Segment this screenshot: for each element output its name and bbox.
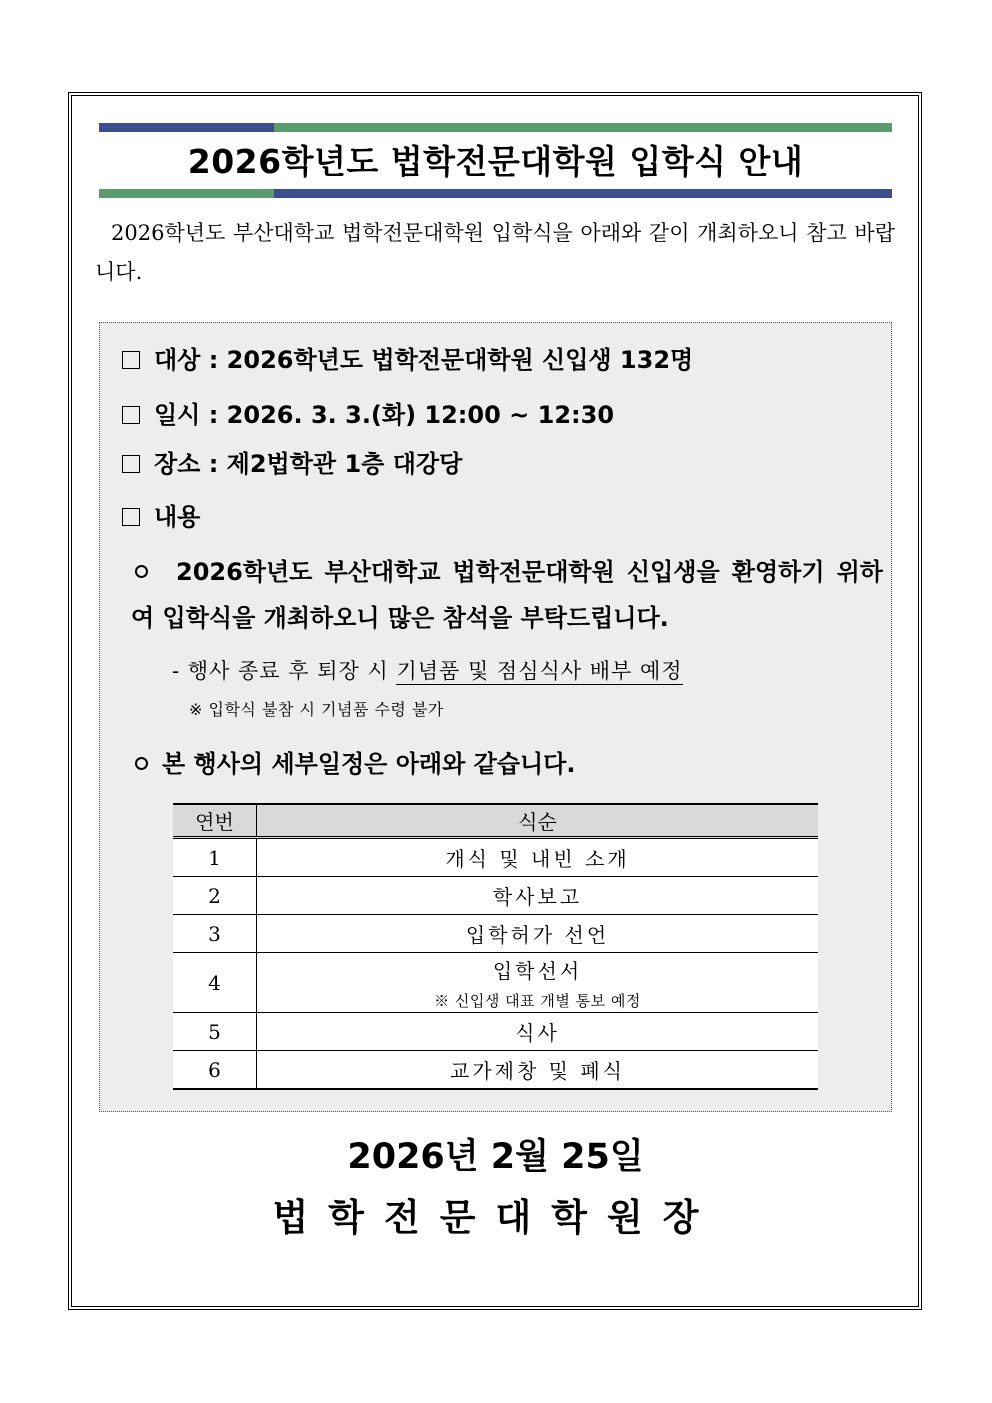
table-row xyxy=(173,877,818,915)
row-item: 학사보고 xyxy=(257,877,819,915)
title-bottom-bar-green xyxy=(99,189,274,198)
row-item: 개식 및 내빈 소개 xyxy=(257,838,819,877)
item-datetime xyxy=(122,400,614,430)
row-item: 식사 xyxy=(257,1013,819,1051)
circle-bullet-icon xyxy=(135,757,148,770)
title-bottom-bar-navy xyxy=(274,189,892,198)
header-no: 연번 xyxy=(173,804,257,838)
note-absence: ※ 입학식 불참 시 기념품 수령 불가 xyxy=(189,700,444,719)
table-row xyxy=(173,953,818,1013)
row-no: 4 xyxy=(173,953,257,1013)
content-paragraph-1 xyxy=(131,549,883,641)
row-item: 입학허가 선언 xyxy=(257,915,819,953)
schedule-table xyxy=(173,803,818,1090)
item-target xyxy=(122,345,693,375)
item-datetime-text: 일시 : 2026. 3. 3.(화) 12:00 ~ 12:30 xyxy=(154,401,615,429)
intro-text: 2026학년도 부산대학교 법학전문대학원 입학식을 아래와 같이 개최하오니 참고 바랍니다. xyxy=(95,221,895,284)
note-distribution xyxy=(172,656,683,686)
item-target-text: 대상 : 2026학년도 법학전문대학원 신입생 132명 xyxy=(154,346,694,374)
row-item xyxy=(257,953,819,1013)
content-paragraph-1-text: 2026학년도 부산대학교 법학전문대학원 신입생을 환영하기 위하여 입학식을 개최하오니 많은 참석을 부탁드립니다. xyxy=(131,558,883,632)
square-bullet-icon xyxy=(122,351,140,369)
document-title: 2026학년도 법학전문대학원 입학식 안내 xyxy=(187,142,804,181)
item-place-text: 장소 : 제2법학관 1층 대강당 xyxy=(154,450,463,478)
title-top-bar-green xyxy=(274,123,892,132)
header-item: 식순 xyxy=(257,804,819,838)
content-paragraph-2-text: 본 행사의 세부일정은 아래와 같습니다. xyxy=(162,750,576,778)
note-underlined: 기념품 및 점심식사 배부 예정 xyxy=(396,659,683,683)
table-row xyxy=(173,1013,818,1051)
note-prefix: - 행사 종료 후 퇴장 시 xyxy=(172,659,397,683)
row-item-sub: ※ 신입생 대표 개별 통보 예정 xyxy=(434,991,641,1010)
signer-title: 법학전문대학원장 xyxy=(272,1196,719,1239)
intro-paragraph xyxy=(95,214,895,292)
square-bullet-icon xyxy=(122,406,140,424)
table-header-row xyxy=(173,804,818,838)
issue-date: 2026년 2월 25일 xyxy=(347,1137,644,1177)
row-no: 6 xyxy=(173,1051,257,1090)
table-row xyxy=(173,1051,818,1090)
item-content-text: 내용 xyxy=(154,503,201,531)
row-no: 5 xyxy=(173,1013,257,1051)
square-bullet-icon xyxy=(122,508,140,526)
title-top-bar-navy xyxy=(99,123,274,132)
item-content xyxy=(122,502,200,532)
row-no: 3 xyxy=(173,915,257,953)
row-item-main: 입학선서 xyxy=(492,958,583,983)
item-place xyxy=(122,449,462,479)
table-row xyxy=(173,838,818,877)
square-bullet-icon xyxy=(122,455,140,473)
content-paragraph-2 xyxy=(131,741,883,787)
row-item: 교가제창 및 폐식 xyxy=(257,1051,819,1090)
table-row xyxy=(173,915,818,953)
row-no: 1 xyxy=(173,838,257,877)
circle-bullet-icon xyxy=(135,565,148,578)
row-no: 2 xyxy=(173,877,257,915)
